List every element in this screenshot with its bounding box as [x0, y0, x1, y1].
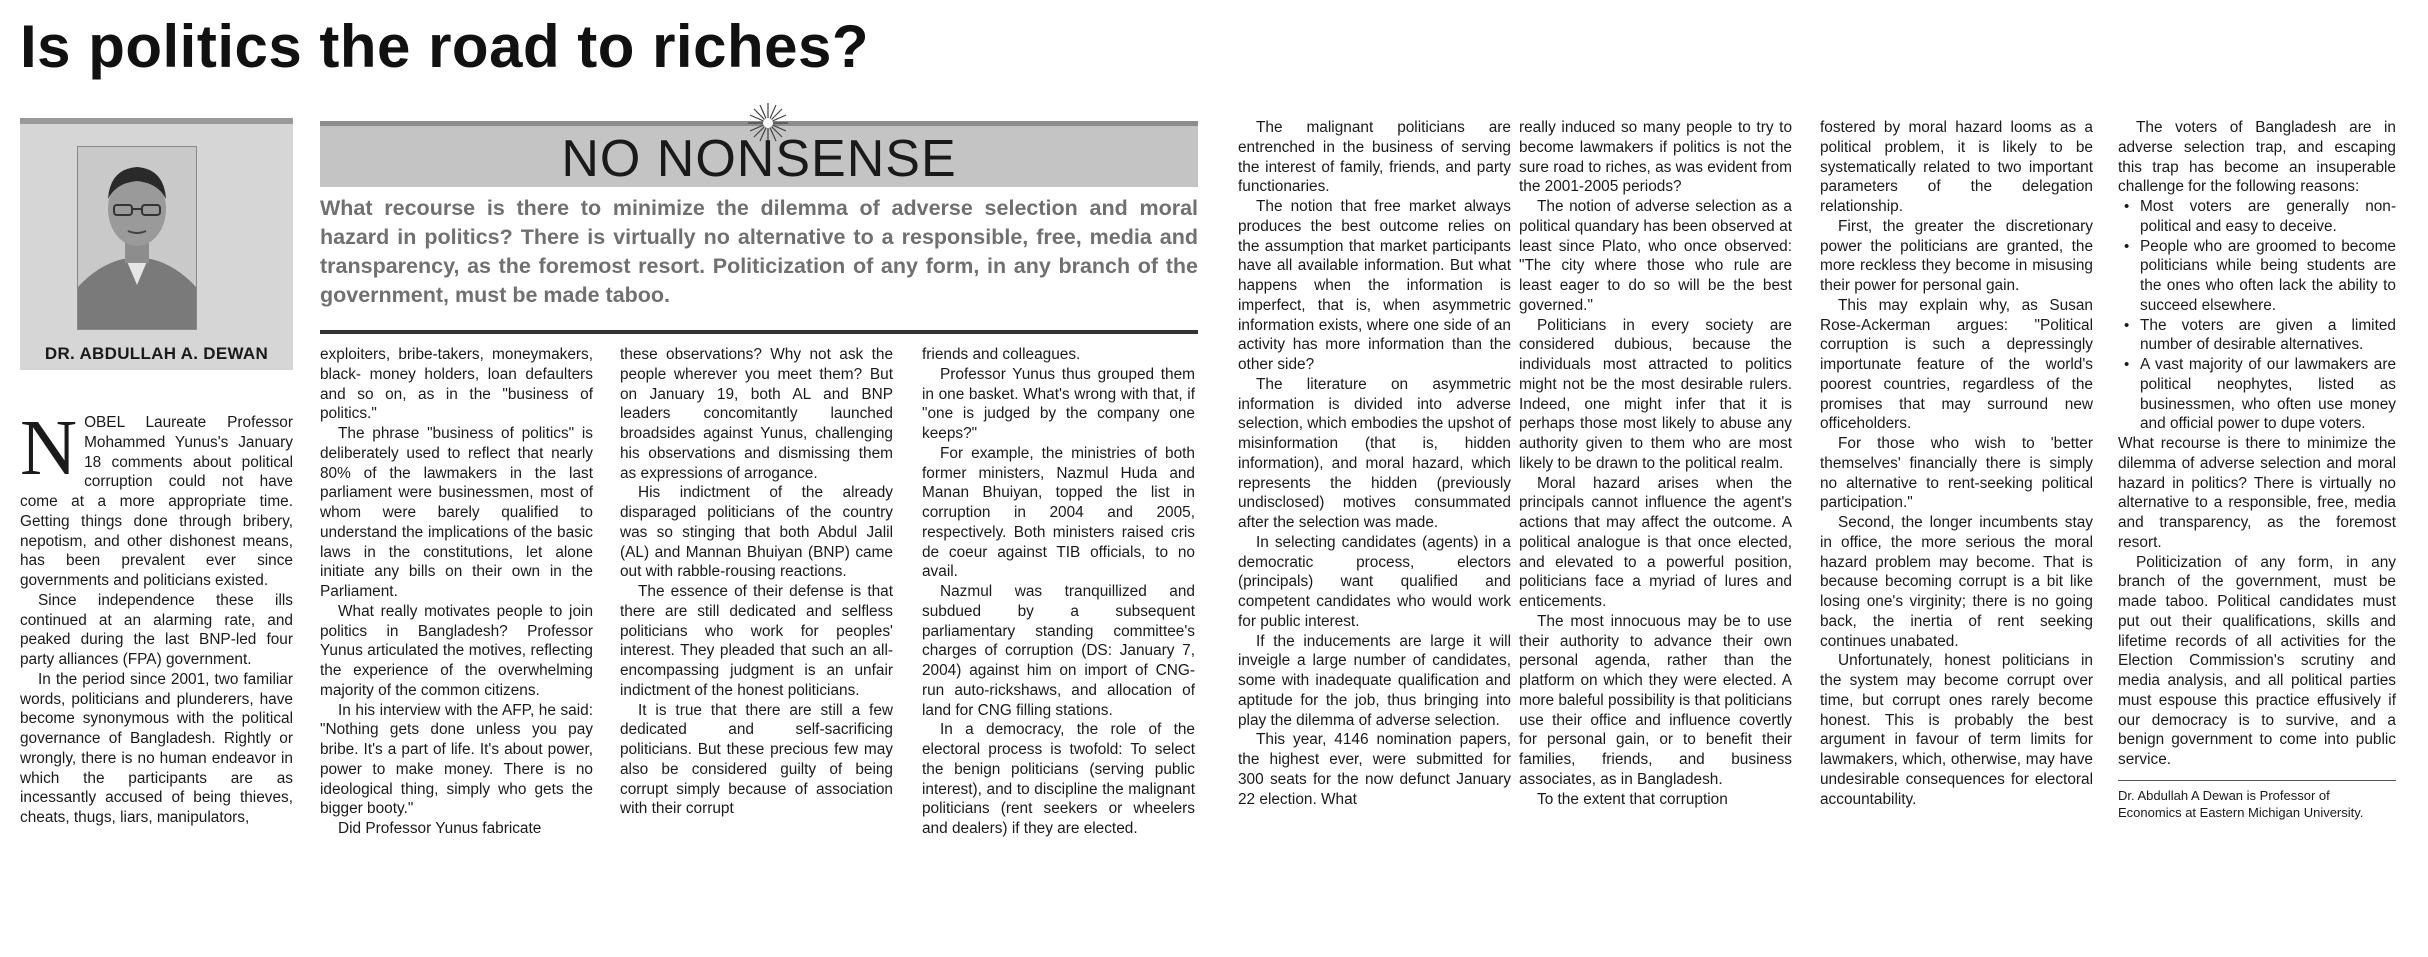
list-item: • People who are groomed to become politicians while being students are the ones who often lack the ability to succeed elsewhere.: [2140, 237, 2396, 316]
article-column-3: [620, 345, 893, 819]
article-paragraph: In a democracy, the role of the electoral process is twofold: To select the benign politicians (serving public interest), and to discipline the malignant politicians (rent seekers or wheelers and dealers) if they are elected.: [922, 721, 1195, 837]
column-name: NO NONSENSE: [561, 130, 957, 188]
article-paragraph: For those who wish to 'better themselves' financially there is simply no alternative to rent-seeking political participation.": [1820, 435, 2093, 512]
article-paragraph: For example, the ministries of both former ministers, Nazmul Huda and Manan Bhuiyan, topped the list in corruption in 2004 and 2005, respectively. Both ministers raised cris de coeur against TIB officials, to no avail.: [922, 444, 1195, 581]
deck-rule: [320, 330, 1198, 334]
article-paragraph: The malignant politicians are entrenched in the business of serving the interest of family, friends, and party functionaries.: [1238, 119, 1511, 196]
list-item: • Most voters are generally non-political and easy to deceive.: [2140, 197, 2396, 237]
article-paragraph: The phrase "business of politics" is deliberately used to reflect that nearly 80% of the lawmakers in the last parliament were businessmen, most of whom were barely qualified to understand the implications of the basic laws in the constitutions, let alone initiate any bills on their own in the Parliament.: [320, 425, 593, 600]
headline: Is politics the road to riches?: [20, 13, 869, 80]
article-paragraph: The notion of adverse selection as a political quandary has been observed at least since Plato, who once observed: "The city where those who rule are least eager to do so will be the best governed.": [1519, 198, 1792, 314]
article-paragraph: The literature on asymmetric information is divided into adverse selection, which embodies the upshot of misinformation (that is, hidden information), and moral hazard, which represents the hidden (previously undisclosed) motives consummated after the selection was made.: [1238, 375, 1511, 531]
drop-cap: N: [20, 405, 78, 492]
article-paragraph: The voters of Bangladesh are in adverse selection trap, and escaping this trap has become an insuperable challenge for the following reasons:: [2118, 119, 2396, 196]
article-paragraph: In his interview with the AFP, he said: "Nothing gets done unless you pay bribe. It's a part of life. It's about power, power to make money. There is no ideological thing, simply who gets the bigger booty.": [320, 701, 593, 818]
article-paragraph: The essence of their defense is that there are still dedicated and selfless politicians who work for peoples' interest. They pleaded that such an all-encompassing judgment is an unfair indictment of the honest politicians.: [620, 583, 893, 699]
list-item: • The voters are given a limited number of desirable alternatives.: [2140, 316, 2396, 356]
article-paragraph: Politicization of any form, in any branch of the government, must be made taboo. Political candidates must put out their qualifications, skills and lifetime records of all activities for the Election Commission's scrutiny and media analysis, and all political parties must espouse this practice effusively if our democracy is to survive, and a benign government to come into public service.: [2118, 553, 2396, 768]
article-paragraph: To the extent that corruption: [1537, 790, 1728, 808]
article-paragraph: Second, the longer incumbents stay in office, the more serious the moral hazard problem may become. That is because becoming corrupt is a bit like losing one's virginity; there is no going back, the inertia of rent seeking continues unabated.: [1820, 514, 2093, 650]
article-paragraph: The notion that free market always produces the best outcome relies on the assumption that market participants have all available information. But what happens when the information is imperfect, that is, when asymmetric information exists, where one side of an activity has more information than the other side?: [1238, 198, 1511, 373]
author-box: [20, 118, 293, 370]
article-paragraph: fostered by moral hazard looms as a political problem, it is likely to be systematically related to two important parameters of the delegation relationship.: [1820, 119, 2093, 215]
article-paragraph: In the period since 2001, two familiar words, politicians and plunderers, have become synonymous with the political governance of Bangladesh. Rightly or wrongly, there is no human endeavor in which the participants are as incessantly accused of being thieves, cheats, thugs, liars, manipulators,: [20, 670, 293, 826]
article-column-1: [20, 405, 293, 828]
article-paragraph: In selecting candidates (agents) in a democratic process, electors (principals) want qualified and competent candidates who would work for public interest.: [1238, 533, 1511, 630]
article-paragraph: exploiters, bribe-takers, moneymakers, black- money holders, loan defaulters and so on, as in the "business of politics.": [320, 346, 593, 423]
article-paragraph: What recourse is there to minimize the dilemma of adverse selection and moral hazard in politics? There is virtually no alternative to a responsible, free, media and transparency, as the foremost resort.: [2118, 435, 2396, 551]
author-credit: Dr. Abdullah A Dewan is Professor of Economics at Eastern Michigan University.: [2118, 787, 2364, 820]
article-paragraph: The most innocuous may be to use their authority to advance their own personal agenda, rather than the platform on which they were elected. A more baleful possibility is that politicians use their office and influence covertly for personal gain, or to benefit their families, friends, and business associates, as in Bangladesh.: [1519, 612, 1792, 788]
article-paragraph: This year, 4146 nomination papers, the highest ever, were submitted for 300 seats for the now defunct January 22 election. What: [1238, 731, 1511, 808]
article-column-6: [1519, 118, 1792, 809]
article-paragraph: This may explain why, as Susan Rose-Ackerman argues: "Political corruption is such a depressingly importunate feature of the world's poorest countries, regardless of the promises that may surround new officeholders.: [1820, 296, 2093, 433]
article-column-4: [922, 345, 1195, 839]
article-column-8: [2118, 118, 2396, 821]
article-paragraph: friends and colleagues.: [922, 346, 1081, 363]
article-paragraph: Moral hazard arises when the principals cannot influence the agent's actions that may affect the outcome. A political analogue is that once elected, and elevated to a powerful position, politicians face a myriad of lures and enticements.: [1519, 474, 1792, 610]
article-paragraph: Professor Yunus thus grouped them in one basket. What's wrong with that, if "one is judged by the company one keeps?": [922, 365, 1195, 442]
article-paragraph: It is true that there are still a few dedicated and self-sacrificing politicians. But these precious few may also be considered guilty of being corrupt simply because of association with their corrupt: [620, 701, 893, 818]
article-paragraph: Did Professor Yunus fabricate: [338, 820, 542, 837]
article-paragraph: Politicians in every society are considered dubious, because the individuals most attracted to politics might not be the most desirable rulers. Indeed, one might infer that it is perhaps those most likely to abuse any authority given to them who are most likely to be drawn to the political realm.: [1519, 316, 1792, 472]
article-column-7: [1820, 118, 2093, 809]
article-paragraph: What really motivates people to join politics in Bangladesh? Professor Yunus articulated the motives, reflecting the experience of the overwhelming majority of the common citizens.: [320, 602, 593, 699]
article-column-5: [1238, 118, 1511, 809]
article-paragraph: Nazmul was tranquillized and subdued by a subsequent parliamentary standing committee's charges of corruption (DS: January 7, 2004) against him on import of CNG-run auto-rickshaws, and allocation of land for CNG filling stations.: [922, 583, 1195, 719]
reasons-list: [2118, 197, 2396, 434]
article-paragraph: First, the greater the discretionary power the politicians are granted, the more reckless they become in misusing their power for personal gain.: [1820, 217, 2093, 294]
deck: What recourse is there to minimize the dilemma of adverse selection and moral hazard in politics? There is virtually no alternative to a responsible, free, media and transparency, as the foremost resort. Politicization of any form, in any branch of the government, must be made taboo.: [320, 196, 1198, 307]
list-item: • A vast majority of our lawmakers are political neophytes, listed as businessmen, who often use money and official power to dupe voters.: [2140, 355, 2396, 434]
article-paragraph: Since independence these ills continued at an alarming rate, and peaked during the last BNP-led four party alliances (FPA) government.: [20, 591, 293, 668]
author-name: DR. ABDULLAH A. DEWAN: [44, 344, 269, 363]
article-paragraph: Unfortunately, honest politicians in the system may become corrupt over time, but corrupt ones rarely become honest. This is probably the best argument in favour of term limits for lawmakers, which, otherwise, may have undesirable consequences for electoral accountability.: [1820, 652, 2093, 808]
article-column-2: [320, 345, 593, 839]
article-paragraph: these observations? Why not ask the people wherever you meet them? But on January 19, both AL and BNP leaders concomitantly launched broadsides against Yunus, challenging his observations and dismissing them as expressions of arrogance.: [620, 346, 893, 482]
divider: [2118, 780, 2396, 781]
article-paragraph: If the inducements are large it will inveigle a large number of candidates, some with inadequate qualification and aptitude for the job, thus bringing into play the dilemma of adverse selection.: [1238, 632, 1511, 729]
article-paragraph: NOBEL Laureate Professor Mohammed Yunus's January 18 comments about political corruption could not have come at a more appropriate time. Getting things done through bribery, nepotism, and other dishonest means, has been prevalent ever since governments and politicians existed.: [20, 405, 293, 589]
author-photo: [77, 146, 197, 330]
article-paragraph: really induced so many people to try to become lawmakers if politics is not the sure road to riches, as was evident from the 2001-2005 periods?: [1519, 119, 1792, 196]
article-paragraph: His indictment of the already disparaged politicians of the country was so stinging that both Abdul Jalil (AL) and Mannan Bhuiyan (BNP) came out with rabble-rousing reactions.: [620, 484, 893, 581]
